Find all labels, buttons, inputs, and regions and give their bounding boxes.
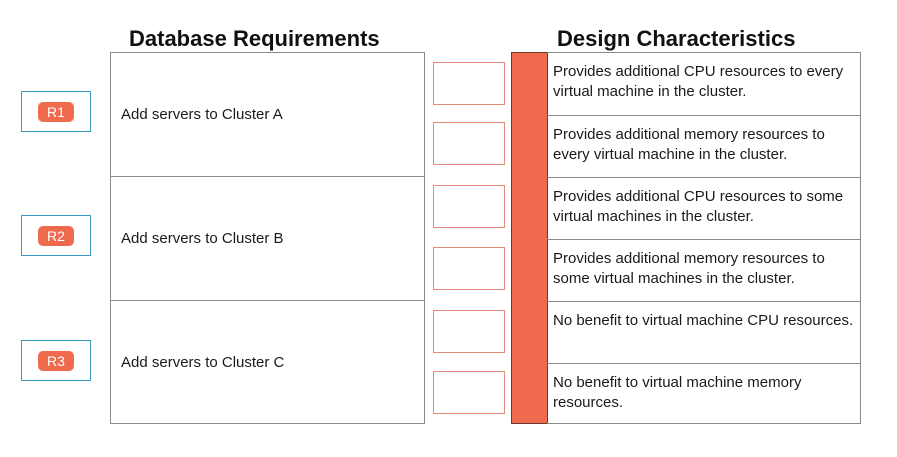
answer-slot-6[interactable] xyxy=(433,371,505,414)
requirements-heading: Database Requirements xyxy=(129,26,380,51)
requirements-table xyxy=(110,52,425,424)
requirement-label: Add servers to Cluster A xyxy=(121,106,283,123)
requirement-tag-label: R1 xyxy=(38,102,74,122)
answer-slot-5[interactable] xyxy=(433,310,505,353)
characteristic-option-5[interactable]: No benefit to virtual machine CPU resources. xyxy=(547,301,860,363)
answer-slot-3[interactable] xyxy=(433,185,505,228)
requirement-tag-r2[interactable] xyxy=(21,215,91,256)
answer-slot-2[interactable] xyxy=(433,122,505,165)
requirement-tag-r1[interactable] xyxy=(21,91,91,132)
design-characteristics-table xyxy=(547,52,861,424)
design-characteristics-heading: Design Characteristics xyxy=(557,26,796,51)
requirement-row-cluster-c xyxy=(111,300,424,423)
requirement-tag-label: R3 xyxy=(38,351,74,371)
characteristic-option-6[interactable]: No benefit to virtual machine memory resources. xyxy=(547,363,860,425)
options-accent-bar xyxy=(511,52,548,424)
requirement-tag-r3[interactable] xyxy=(21,340,91,381)
characteristic-option-1[interactable]: Provides additional CPU resources to every virtual machine in the cluster. xyxy=(553,63,844,100)
characteristic-option-4[interactable]: Provides additional memory resources to some virtual machines in the cluster. xyxy=(547,239,860,301)
requirement-tag-label: R2 xyxy=(38,226,74,246)
requirement-label: Add servers to Cluster B xyxy=(121,230,284,247)
answer-slot-1[interactable] xyxy=(433,62,505,105)
characteristic-option-3[interactable]: Provides additional CPU resources to some virtual machines in the cluster. xyxy=(547,177,860,239)
requirement-row-cluster-b xyxy=(111,176,424,300)
characteristic-option-2[interactable]: Provides additional memory resources to every virtual machine in the cluster. xyxy=(547,115,860,177)
requirement-label: Add servers to Cluster C xyxy=(121,353,285,371)
requirement-row-cluster-a xyxy=(111,53,424,176)
answer-slot-4[interactable] xyxy=(433,247,505,290)
